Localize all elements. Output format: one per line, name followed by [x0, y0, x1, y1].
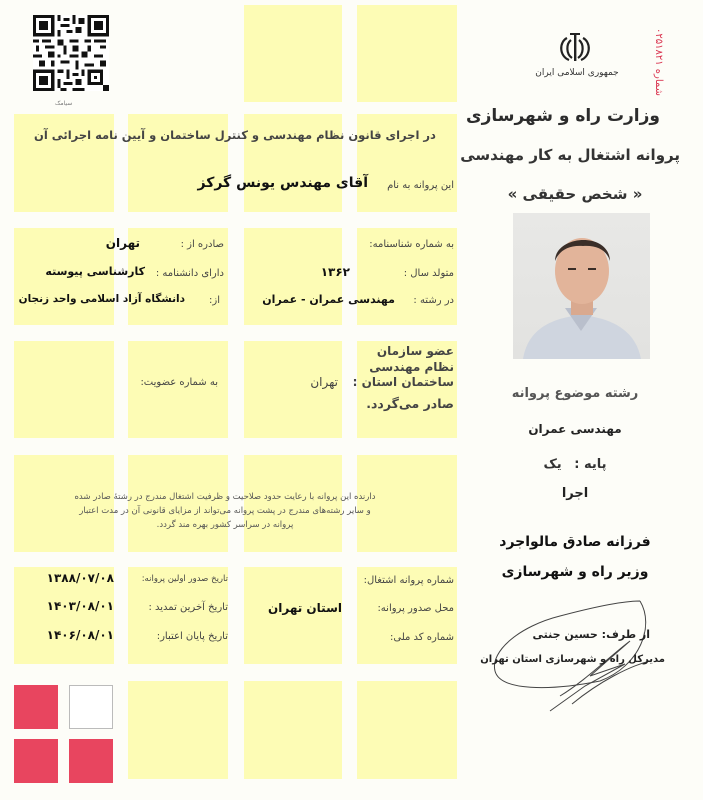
university-value: دانشگاه آزاد اسلامی واحد زنجان [18, 293, 185, 305]
minister-name: فرزانه صادق مالواجرد [499, 534, 651, 550]
grid-cell [128, 681, 228, 779]
grid-cell [244, 681, 342, 779]
intro-text: در اجرای قانون نظام مهندسی و کنترل ساختمان و آیین نامه اجرائی آن [34, 128, 436, 142]
ministry-title: وزارت راه و شهرسازی [465, 106, 660, 126]
issued-from-label: صادره از : [180, 239, 224, 250]
terms-line-3: پروانه در سراسر کشور بهره مند گردد. [156, 520, 294, 530]
birth-year-label: متولد سال : [403, 268, 454, 279]
last-renewal-label: تاریخ آخرین تمدید : [148, 602, 228, 613]
holder-label: این پروانه به نام [387, 180, 454, 191]
security-square-red [14, 739, 58, 783]
security-square-red [14, 685, 58, 729]
grid-cell [357, 5, 457, 102]
subject-title: رشته موضوع پروانه [511, 386, 639, 401]
grid-cell [14, 341, 114, 438]
expiry-label: تاریخ پایان اعتبار: [156, 631, 228, 642]
grid-cell [357, 455, 457, 552]
org-line-3: ساختمان استان : [352, 375, 454, 389]
signatory-line-2: مدیرکل راه و شهرسازی استان تهران [480, 654, 665, 665]
issued-from-value: تهران [105, 236, 140, 250]
grid-cell [357, 681, 457, 779]
org-line-1: عضو سازمان [376, 344, 454, 358]
degree-label: دارای دانشنامه : [155, 268, 224, 279]
national-code-label: شماره کد ملی: [389, 632, 454, 643]
issued-text: صادر می‌گردد. [366, 396, 454, 411]
grid-cell [128, 341, 228, 438]
terms-line-1: دارنده این پروانه با رعایت حدود صلاحیت و ظرفیت اشتغال مندرج در رشتهٔ صادر شده [74, 492, 376, 502]
issue-place-value: استان تهران [268, 601, 342, 615]
issue-place-label: محل صدور پروانه: [377, 603, 454, 614]
holder-photo [513, 213, 650, 359]
grid-cell [128, 455, 228, 552]
person-silhouette-icon [513, 213, 650, 359]
emblem-icon [555, 30, 595, 64]
grade-label: پایه : [574, 457, 607, 472]
grid-cell [244, 455, 342, 552]
terms-line-2: و سایر رشته‌های مندرج در پشت پروانه می‌تواند از مزایای قانونی آن در مدت اعتبار [79, 506, 371, 516]
org-line-2: نظام مهندسی [369, 360, 454, 374]
membership-province: تهران [310, 375, 338, 389]
person-type: « شخص حقیقی » [507, 185, 643, 203]
field-label: در رشته : [413, 295, 454, 306]
activity: اجرا [561, 486, 589, 501]
member-number-label: به شماره عضویت: [140, 377, 218, 388]
emblem-caption: جمهوری اسلامی ایران [535, 68, 619, 78]
signatory-line-1: از طرف: حسین جنتی [532, 628, 650, 641]
subject-field: مهندسی عمران [528, 422, 622, 436]
grade-row [490, 457, 660, 472]
license-number-label: شماره پروانه اشتغال: [363, 575, 454, 586]
first-issue-label: تاریخ صدور اولین پروانه: [141, 574, 228, 584]
first-issue-value: ۱۳۸۸/۰۷/۰۸ [46, 571, 114, 585]
security-square-red [69, 739, 113, 783]
birth-year-value: ۱۳۶۲ [320, 265, 350, 279]
serial-number: شماره ۰۲۵۱۸۲۱ [653, 28, 664, 97]
grid-cell [244, 341, 342, 438]
id-number-label: به شماره شناسنامه: [369, 239, 454, 250]
holder-name: آقای مهندس یونس گرکز [197, 175, 368, 191]
expiry-value: ۱۴۰۶/۰۸/۰۱ [46, 628, 114, 642]
field-value: مهندسی عمران - عمران [262, 293, 395, 306]
qr-caption: سیامک [55, 100, 73, 107]
degree-value: کارشناسی پیوسته [45, 265, 145, 278]
university-label: از: [209, 295, 220, 306]
grid-cell [14, 455, 114, 552]
license-title: پروانه اشتغال به کار مهندسی [460, 146, 680, 164]
grid-cell [244, 567, 342, 664]
security-square-white [69, 685, 113, 729]
last-renewal-value: ۱۴۰۳/۰۸/۰۱ [46, 599, 114, 613]
grid-cell [244, 5, 342, 102]
minister-title: وزیر راه و شهرسازی [501, 564, 649, 580]
grade-value: یک [543, 457, 562, 472]
qr-code[interactable] [33, 15, 109, 91]
